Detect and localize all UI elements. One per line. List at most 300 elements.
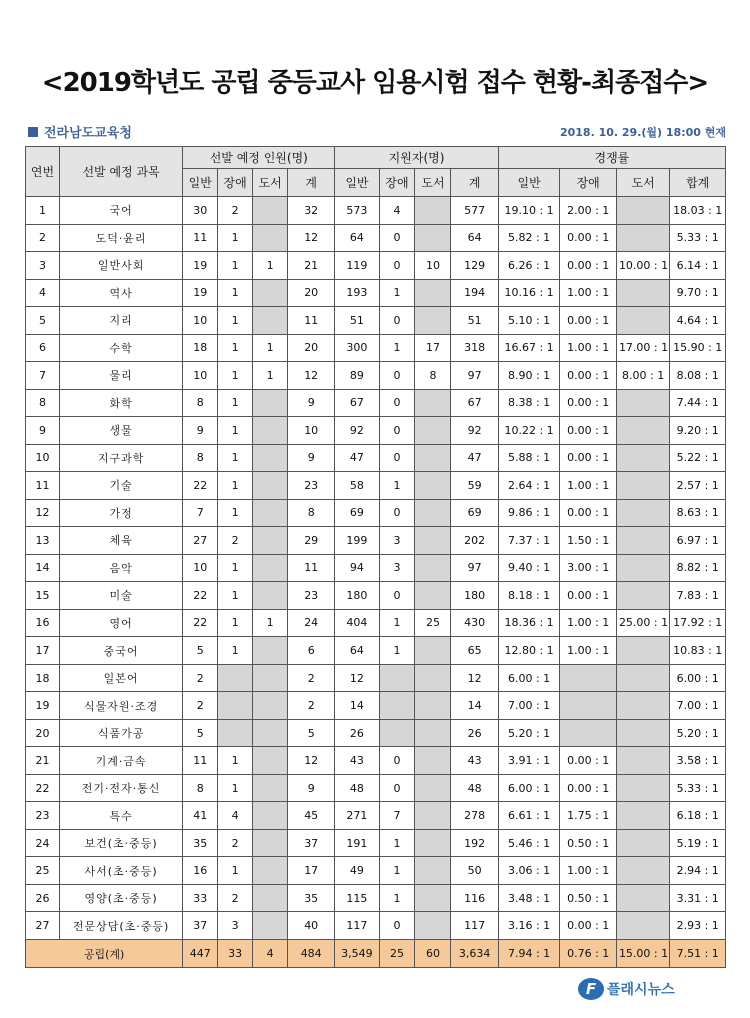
table-row — [26, 279, 726, 307]
table-row — [26, 774, 726, 802]
cell-r-dis: 0.00 : 1 — [560, 307, 617, 335]
cell-a-gen: 199 — [335, 527, 379, 555]
cell-p-tot: 23 — [288, 472, 335, 500]
cell-a-gen: 193 — [335, 279, 379, 307]
cell-r-gen: 7.37 : 1 — [498, 527, 560, 555]
cell-a-isl — [415, 912, 451, 940]
table-row — [26, 444, 726, 472]
cell-p-gen: 16 — [183, 857, 218, 885]
cell-r-tot: 6.00 : 1 — [670, 664, 726, 692]
cell-r-dis: 0.50 : 1 — [560, 884, 617, 912]
cell-no: 20 — [26, 719, 60, 747]
cell-a-gen: 404 — [335, 609, 379, 637]
cell-r-tot: 8.63 : 1 — [670, 499, 726, 527]
cell-p-dis: 1 — [218, 609, 253, 637]
cell-p-tot: 11 — [288, 554, 335, 582]
cell-p-dis: 3 — [218, 912, 253, 940]
header-apply-island: 도서 — [415, 169, 451, 197]
cell-p-gen: 41 — [183, 802, 218, 830]
cell-p-gen: 22 — [183, 582, 218, 610]
cell-p-isl — [253, 692, 288, 720]
cell-subject: 음악 — [59, 554, 182, 582]
cell-r-isl — [616, 444, 669, 472]
cell-p-tot: 9 — [288, 444, 335, 472]
cell-p-tot: 35 — [288, 884, 335, 912]
header-plan-island: 도서 — [253, 169, 288, 197]
header-subject: 선발 예정 과목 — [59, 147, 182, 197]
cell-p-dis: 1 — [218, 334, 253, 362]
cell-r-gen: 12.80 : 1 — [498, 637, 560, 665]
cell-r-dis: 1.00 : 1 — [560, 472, 617, 500]
cell-r-gen: 6.61 : 1 — [498, 802, 560, 830]
cell-r-isl — [616, 224, 669, 252]
cell-p-dis: 1 — [218, 444, 253, 472]
cell-p-dis: 1 — [218, 637, 253, 665]
cell-a-tot: 577 — [451, 197, 498, 225]
cell-r-isl — [616, 774, 669, 802]
total-a-isl: 60 — [415, 940, 451, 968]
table-body — [26, 197, 726, 940]
cell-subject: 식품가공 — [59, 719, 182, 747]
cell-a-dis: 1 — [379, 279, 415, 307]
cell-r-dis: 0.00 : 1 — [560, 362, 617, 390]
cell-a-isl — [415, 417, 451, 445]
cell-a-tot: 59 — [451, 472, 498, 500]
cell-a-gen: 47 — [335, 444, 379, 472]
cell-p-tot: 8 — [288, 499, 335, 527]
cell-a-gen: 94 — [335, 554, 379, 582]
cell-p-gen: 22 — [183, 609, 218, 637]
cell-a-isl — [415, 224, 451, 252]
cell-a-gen: 180 — [335, 582, 379, 610]
cell-subject: 물리 — [59, 362, 182, 390]
cell-p-isl — [253, 417, 288, 445]
cell-r-tot: 8.08 : 1 — [670, 362, 726, 390]
cell-a-gen: 48 — [335, 774, 379, 802]
cell-p-tot: 23 — [288, 582, 335, 610]
cell-a-gen: 271 — [335, 802, 379, 830]
cell-r-isl — [616, 912, 669, 940]
cell-subject: 가정 — [59, 499, 182, 527]
cell-p-gen: 10 — [183, 554, 218, 582]
cell-r-tot: 2.57 : 1 — [670, 472, 726, 500]
table-row — [26, 692, 726, 720]
cell-a-gen: 89 — [335, 362, 379, 390]
cell-r-tot: 5.22 : 1 — [670, 444, 726, 472]
total-p-dis: 33 — [218, 940, 253, 968]
cell-r-isl — [616, 747, 669, 775]
cell-p-isl — [253, 224, 288, 252]
cell-subject: 사서(초·중등) — [59, 857, 182, 885]
cell-p-gen: 8 — [183, 774, 218, 802]
cell-a-dis: 0 — [379, 444, 415, 472]
cell-a-tot: 117 — [451, 912, 498, 940]
cell-a-gen: 117 — [335, 912, 379, 940]
cell-a-tot: 69 — [451, 499, 498, 527]
cell-a-tot: 194 — [451, 279, 498, 307]
cell-a-tot: 14 — [451, 692, 498, 720]
cell-p-dis: 2 — [218, 527, 253, 555]
cell-p-dis — [218, 692, 253, 720]
cell-r-gen: 18.36 : 1 — [498, 609, 560, 637]
cell-r-gen: 2.64 : 1 — [498, 472, 560, 500]
cell-a-isl — [415, 527, 451, 555]
cell-a-isl — [415, 829, 451, 857]
cell-no: 10 — [26, 444, 60, 472]
cell-no: 9 — [26, 417, 60, 445]
cell-r-dis: 0.00 : 1 — [560, 774, 617, 802]
cell-p-gen: 11 — [183, 224, 218, 252]
cell-p-gen: 30 — [183, 197, 218, 225]
cell-r-tot: 5.19 : 1 — [670, 829, 726, 857]
cell-subject: 지구과학 — [59, 444, 182, 472]
cell-r-tot: 7.00 : 1 — [670, 692, 726, 720]
publisher-name: 플래시뉴스 — [607, 982, 675, 998]
cell-a-tot: 26 — [451, 719, 498, 747]
cell-r-tot: 5.33 : 1 — [670, 224, 726, 252]
cell-p-dis: 1 — [218, 582, 253, 610]
cell-r-gen: 6.00 : 1 — [498, 774, 560, 802]
cell-r-gen: 3.16 : 1 — [498, 912, 560, 940]
cell-a-dis: 1 — [379, 609, 415, 637]
cell-a-isl — [415, 637, 451, 665]
cell-a-gen: 26 — [335, 719, 379, 747]
cell-a-tot: 97 — [451, 362, 498, 390]
cell-p-gen: 9 — [183, 417, 218, 445]
table-row — [26, 829, 726, 857]
cell-p-dis: 1 — [218, 389, 253, 417]
cell-subject: 특수 — [59, 802, 182, 830]
cell-p-isl: 1 — [253, 334, 288, 362]
cell-r-gen: 9.40 : 1 — [498, 554, 560, 582]
cell-p-isl — [253, 444, 288, 472]
cell-no: 11 — [26, 472, 60, 500]
cell-subject: 생물 — [59, 417, 182, 445]
cell-r-tot: 17.92 : 1 — [670, 609, 726, 637]
cell-r-dis: 1.00 : 1 — [560, 637, 617, 665]
cell-r-gen: 5.88 : 1 — [498, 444, 560, 472]
cell-p-tot: 20 — [288, 334, 335, 362]
cell-a-dis: 4 — [379, 197, 415, 225]
header-rate-disabled: 장애 — [560, 169, 617, 197]
cell-a-isl — [415, 774, 451, 802]
cell-a-dis — [379, 664, 415, 692]
cell-a-isl: 25 — [415, 609, 451, 637]
cell-no: 19 — [26, 692, 60, 720]
cell-r-tot: 7.83 : 1 — [670, 582, 726, 610]
cell-p-tot: 24 — [288, 609, 335, 637]
cell-a-tot: 97 — [451, 554, 498, 582]
table-row — [26, 747, 726, 775]
total-label: 공립(계) — [26, 940, 183, 968]
cell-no: 25 — [26, 857, 60, 885]
cell-no: 27 — [26, 912, 60, 940]
cell-r-tot: 4.64 : 1 — [670, 307, 726, 335]
cell-a-tot: 43 — [451, 747, 498, 775]
cell-a-isl — [415, 802, 451, 830]
cell-no: 16 — [26, 609, 60, 637]
cell-a-tot: 92 — [451, 417, 498, 445]
cell-r-gen: 8.38 : 1 — [498, 389, 560, 417]
cell-no: 22 — [26, 774, 60, 802]
cell-p-isl: 1 — [253, 252, 288, 280]
cell-p-dis: 1 — [218, 499, 253, 527]
cell-p-gen: 10 — [183, 362, 218, 390]
table-row — [26, 554, 726, 582]
cell-r-gen: 5.20 : 1 — [498, 719, 560, 747]
cell-p-dis: 1 — [218, 857, 253, 885]
cell-r-isl — [616, 279, 669, 307]
cell-r-gen: 10.22 : 1 — [498, 417, 560, 445]
header-plan-total: 계 — [288, 169, 335, 197]
header-group-plan: 선발 예정 인원(명) — [183, 147, 335, 169]
cell-r-dis: 0.00 : 1 — [560, 912, 617, 940]
cell-p-isl — [253, 499, 288, 527]
header-rate-sum: 합계 — [670, 169, 726, 197]
cell-a-isl: 8 — [415, 362, 451, 390]
table-row — [26, 307, 726, 335]
cell-no: 6 — [26, 334, 60, 362]
cell-p-gen: 33 — [183, 884, 218, 912]
total-row — [26, 940, 726, 968]
cell-p-tot: 11 — [288, 307, 335, 335]
flash-news-logo-icon: F — [578, 978, 604, 1000]
cell-p-isl — [253, 637, 288, 665]
applicant-status-table — [25, 146, 726, 968]
table-row — [26, 224, 726, 252]
cell-a-isl — [415, 692, 451, 720]
cell-r-gen: 19.10 : 1 — [498, 197, 560, 225]
cell-a-gen: 64 — [335, 224, 379, 252]
cell-r-isl — [616, 527, 669, 555]
total-r-tot: 7.51 : 1 — [670, 940, 726, 968]
cell-no: 21 — [26, 747, 60, 775]
cell-r-dis: 0.50 : 1 — [560, 829, 617, 857]
table-row — [26, 802, 726, 830]
table-row — [26, 527, 726, 555]
cell-a-dis — [379, 692, 415, 720]
cell-r-tot: 2.94 : 1 — [670, 857, 726, 885]
cell-r-tot: 5.33 : 1 — [670, 774, 726, 802]
cell-r-gen: 8.18 : 1 — [498, 582, 560, 610]
table-row — [26, 334, 726, 362]
cell-p-isl — [253, 857, 288, 885]
cell-p-isl — [253, 527, 288, 555]
cell-subject: 체육 — [59, 527, 182, 555]
cell-r-isl — [616, 197, 669, 225]
cell-a-gen: 64 — [335, 637, 379, 665]
cell-no: 23 — [26, 802, 60, 830]
cell-r-dis: 1.00 : 1 — [560, 609, 617, 637]
cell-r-gen: 7.00 : 1 — [498, 692, 560, 720]
cell-p-dis: 1 — [218, 252, 253, 280]
cell-r-tot: 5.20 : 1 — [670, 719, 726, 747]
cell-p-gen: 35 — [183, 829, 218, 857]
cell-r-isl — [616, 389, 669, 417]
cell-subject: 일본어 — [59, 664, 182, 692]
cell-a-isl — [415, 664, 451, 692]
cell-a-tot: 192 — [451, 829, 498, 857]
cell-p-tot: 9 — [288, 389, 335, 417]
total-r-dis: 0.76 : 1 — [560, 940, 617, 968]
cell-a-isl — [415, 582, 451, 610]
cell-r-tot: 3.31 : 1 — [670, 884, 726, 912]
cell-no: 3 — [26, 252, 60, 280]
cell-p-dis: 1 — [218, 279, 253, 307]
cell-a-dis: 0 — [379, 389, 415, 417]
cell-a-tot: 50 — [451, 857, 498, 885]
cell-a-dis: 0 — [379, 252, 415, 280]
cell-p-gen: 19 — [183, 252, 218, 280]
cell-r-dis: 0.00 : 1 — [560, 417, 617, 445]
cell-r-dis — [560, 664, 617, 692]
cell-a-gen: 12 — [335, 664, 379, 692]
cell-subject: 지리 — [59, 307, 182, 335]
cell-a-tot: 318 — [451, 334, 498, 362]
cell-a-gen: 92 — [335, 417, 379, 445]
cell-no: 26 — [26, 884, 60, 912]
cell-r-isl: 25.00 : 1 — [616, 609, 669, 637]
cell-subject: 기술 — [59, 472, 182, 500]
cell-subject: 화학 — [59, 389, 182, 417]
cell-a-isl: 17 — [415, 334, 451, 362]
total-a-tot: 3,634 — [451, 940, 498, 968]
cell-r-dis: 0.00 : 1 — [560, 444, 617, 472]
cell-p-tot: 45 — [288, 802, 335, 830]
cell-subject: 식물자원·조경 — [59, 692, 182, 720]
cell-p-tot: 20 — [288, 279, 335, 307]
cell-r-gen: 3.91 : 1 — [498, 747, 560, 775]
cell-r-isl — [616, 472, 669, 500]
cell-p-isl: 1 — [253, 609, 288, 637]
cell-r-tot: 7.44 : 1 — [670, 389, 726, 417]
cell-a-dis: 0 — [379, 774, 415, 802]
cell-a-dis: 1 — [379, 884, 415, 912]
cell-a-gen: 49 — [335, 857, 379, 885]
header-apply-total: 계 — [451, 169, 498, 197]
cell-p-dis — [218, 664, 253, 692]
total-r-isl: 15.00 : 1 — [616, 940, 669, 968]
cell-r-isl — [616, 637, 669, 665]
cell-r-dis — [560, 692, 617, 720]
cell-r-dis: 0.00 : 1 — [560, 252, 617, 280]
cell-a-tot: 129 — [451, 252, 498, 280]
table-row — [26, 884, 726, 912]
cell-p-isl — [253, 664, 288, 692]
cell-a-dis: 0 — [379, 499, 415, 527]
cell-a-isl — [415, 884, 451, 912]
cell-r-isl — [616, 884, 669, 912]
cell-a-tot: 64 — [451, 224, 498, 252]
cell-p-tot: 2 — [288, 692, 335, 720]
cell-r-isl — [616, 829, 669, 857]
cell-no: 18 — [26, 664, 60, 692]
cell-a-dis: 0 — [379, 912, 415, 940]
cell-p-tot: 10 — [288, 417, 335, 445]
square-bullet-icon — [28, 127, 38, 137]
cell-r-tot: 18.03 : 1 — [670, 197, 726, 225]
cell-a-tot: 278 — [451, 802, 498, 830]
cell-a-dis: 0 — [379, 582, 415, 610]
cell-r-tot: 10.83 : 1 — [670, 637, 726, 665]
cell-no: 12 — [26, 499, 60, 527]
table-row — [26, 582, 726, 610]
cell-no: 17 — [26, 637, 60, 665]
cell-a-tot: 65 — [451, 637, 498, 665]
cell-p-isl — [253, 774, 288, 802]
cell-a-isl — [415, 747, 451, 775]
cell-p-isl — [253, 197, 288, 225]
cell-a-gen: 67 — [335, 389, 379, 417]
cell-p-dis: 1 — [218, 362, 253, 390]
table-row — [26, 664, 726, 692]
total-r-gen: 7.94 : 1 — [498, 940, 560, 968]
cell-a-isl — [415, 279, 451, 307]
cell-a-dis: 1 — [379, 472, 415, 500]
cell-no: 15 — [26, 582, 60, 610]
cell-a-dis: 0 — [379, 224, 415, 252]
cell-a-tot: 51 — [451, 307, 498, 335]
org-label — [28, 122, 132, 141]
cell-p-dis: 1 — [218, 774, 253, 802]
table-row — [26, 417, 726, 445]
table-row — [26, 197, 726, 225]
cell-subject: 전문상담(초·중등) — [59, 912, 182, 940]
cell-p-tot: 6 — [288, 637, 335, 665]
cell-r-isl — [616, 692, 669, 720]
cell-p-isl — [253, 912, 288, 940]
cell-p-isl — [253, 747, 288, 775]
cell-subject: 일반사회 — [59, 252, 182, 280]
cell-r-tot: 2.93 : 1 — [670, 912, 726, 940]
cell-p-gen: 8 — [183, 389, 218, 417]
cell-p-gen: 8 — [183, 444, 218, 472]
cell-a-gen: 14 — [335, 692, 379, 720]
cell-r-dis: 0.00 : 1 — [560, 499, 617, 527]
header-rate-general: 일반 — [498, 169, 560, 197]
cell-subject: 역사 — [59, 279, 182, 307]
cell-r-gen: 3.06 : 1 — [498, 857, 560, 885]
cell-r-gen: 10.16 : 1 — [498, 279, 560, 307]
cell-p-dis: 2 — [218, 197, 253, 225]
cell-p-gen: 18 — [183, 334, 218, 362]
cell-p-isl — [253, 719, 288, 747]
cell-p-isl — [253, 829, 288, 857]
cell-no: 13 — [26, 527, 60, 555]
header-plan-general: 일반 — [183, 169, 218, 197]
table-row — [26, 389, 726, 417]
cell-a-isl — [415, 307, 451, 335]
cell-a-dis: 0 — [379, 747, 415, 775]
header-group-rate: 경쟁률 — [498, 147, 725, 169]
cell-a-dis: 1 — [379, 637, 415, 665]
cell-a-tot: 180 — [451, 582, 498, 610]
cell-p-gen: 5 — [183, 637, 218, 665]
cell-p-tot: 9 — [288, 774, 335, 802]
cell-r-dis: 3.00 : 1 — [560, 554, 617, 582]
cell-a-isl — [415, 389, 451, 417]
cell-p-dis: 1 — [218, 307, 253, 335]
cell-no: 1 — [26, 197, 60, 225]
table-row — [26, 857, 726, 885]
cell-p-dis: 2 — [218, 884, 253, 912]
cell-r-gen: 6.26 : 1 — [498, 252, 560, 280]
cell-p-dis: 4 — [218, 802, 253, 830]
table-row — [26, 719, 726, 747]
table-row — [26, 472, 726, 500]
org-name: 전라남도교육청 — [44, 126, 132, 141]
cell-r-isl — [616, 802, 669, 830]
